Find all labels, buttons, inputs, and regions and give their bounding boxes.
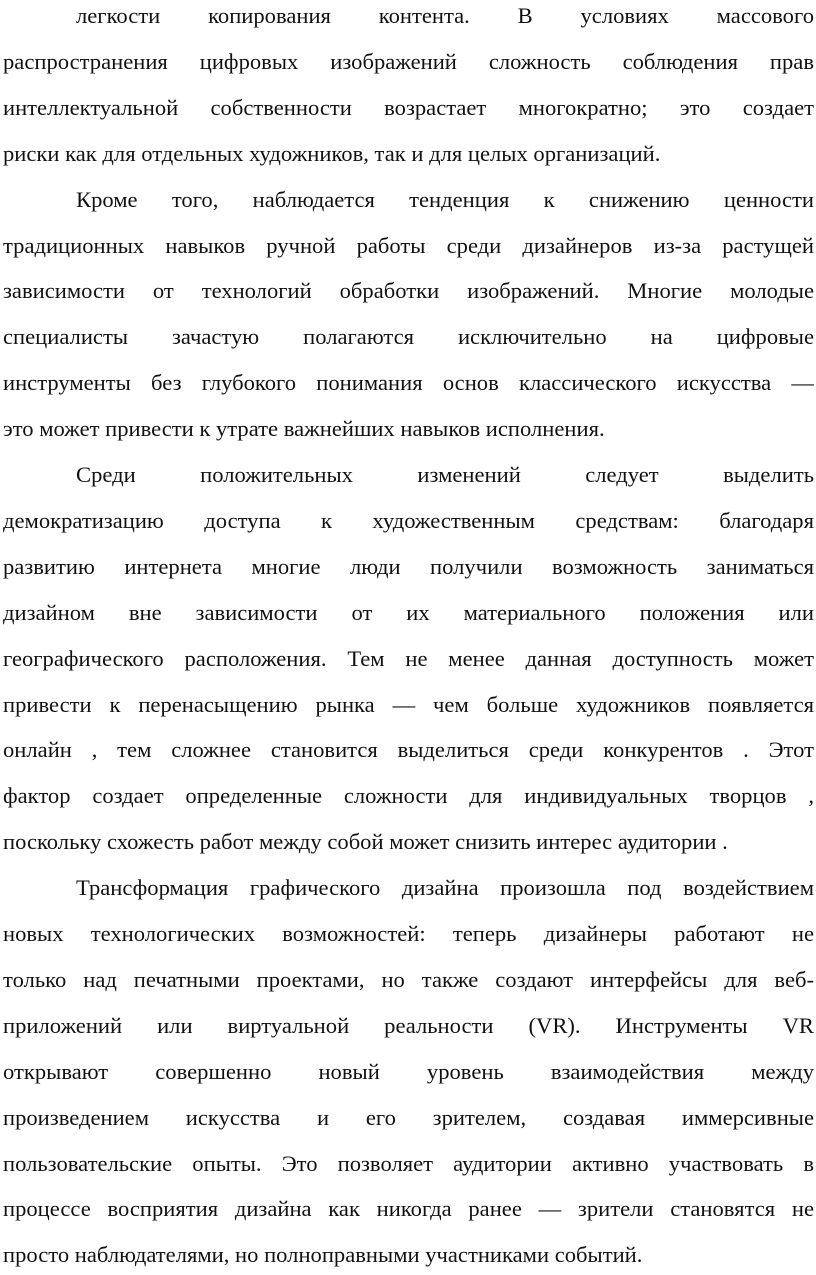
text-line: интеллектуальной собственности возрастает многократно; это создает [3,94,814,120]
text-line: фактор создает определенные сложности для индивидуальных творцов , [3,783,814,809]
text-line: инструменты без глубокого понимания основ классического искусства — [3,370,814,396]
text-line: демократизацию доступа к художественным средствам: благодаря [3,507,814,533]
text-line: процессе восприятия дизайна как никогда ранее — зрители становятся не [3,1196,814,1222]
text-line: традиционных навыков ручной работы среди дизайнеров из-за растущей [3,232,814,258]
text-line: новых технологических возможностей: теперь дизайнеры работают не [3,921,814,946]
text-line: развитию интернета многие люди получили возможность заниматься [3,553,814,579]
text-line: онлайн , тем сложнее становится выделиться среди конкурентов . Этот [3,737,814,763]
text-line: риски как для отдельных художников, так и для целых организаций. [3,140,661,166]
text-line: зависимости от технологий обработки изображений. Многие молодые [3,278,814,304]
text-line: дизайном вне зависимости от их материального положения или [3,599,814,625]
text-line: Трансформация графического дизайна произошла под воздействием [76,875,814,901]
text-line: привести к перенасыщению рынка — чем больше художников появляется [3,691,814,717]
text-line: просто наблюдателями, но полноправными участниками событий. [3,1242,643,1268]
text-line: поскольку схожесть работ между собой может снизить интерес аудитории . [3,829,728,855]
text-line: только над печатными проектами, но также создают интерфейсы для веб- [3,966,814,992]
text-line: Кроме того, наблюдается тенденция к снижению ценности [76,186,814,212]
text-line: произведением искусства и его зрителем, создавая иммерсивные [3,1104,814,1130]
text-line: приложений или виртуальной реальности (VR). Инструменты VR [3,1012,814,1038]
text-line: распространения цифровых изображений сложность соблюдения прав [3,48,814,74]
text-line: легкости копирования контента. В условиях массового [76,3,814,28]
text-line: это может привести к утрате важнейших навыков исполнения. [3,416,605,442]
text-line: географического расположения. Тем не менее данная доступность может [3,645,814,671]
text-line: Среди положительных изменений следует выделить [76,462,814,487]
text-line: пользовательские опыты. Это позволяет аудитории активно участвовать в [3,1150,814,1176]
text-line: открывают совершенно новый уровень взаимодействия между [3,1058,814,1084]
text-line: специалисты зачастую полагаются исключительно на цифровые [3,324,814,350]
